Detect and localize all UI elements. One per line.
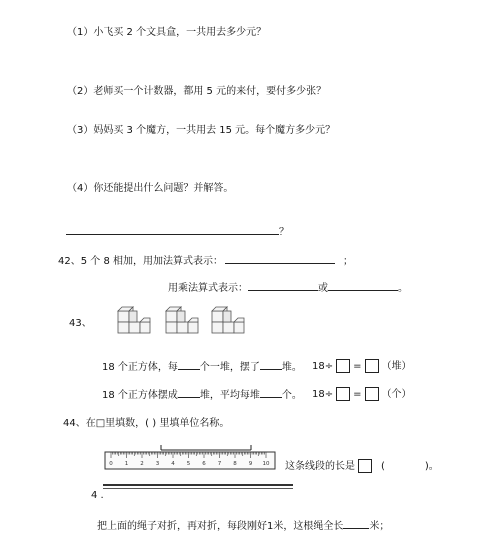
row1-blank-2[interactable]	[260, 359, 282, 370]
segment-length-line	[285, 459, 439, 474]
equals: =	[353, 361, 362, 372]
ruler-label: 8	[233, 461, 237, 467]
answer-box[interactable]	[365, 387, 379, 401]
unit-text: （个）	[381, 389, 412, 400]
ruler-label: 10	[262, 461, 270, 467]
ruler-label: 6	[202, 461, 206, 467]
rope-question-end: 米；	[369, 521, 390, 532]
question-2: （2）老师买一个计数器，都用 5 元的来付，要付多少张？	[67, 86, 327, 97]
problem-42-line2	[168, 280, 408, 296]
answer-box[interactable]	[336, 387, 350, 401]
rope-number: 4 .	[91, 490, 104, 501]
division-expr: 18÷	[312, 389, 334, 400]
period: 。	[398, 283, 408, 294]
ruler-label: 0	[109, 461, 113, 467]
ruler	[103, 438, 279, 477]
row2-text-b: 堆，平均每堆	[199, 390, 260, 401]
paren-open: (	[381, 461, 385, 472]
ruler-label: 4	[171, 461, 175, 467]
equals: =	[353, 389, 362, 400]
multiplication-prompt: 用乘法算式表示：	[168, 283, 248, 294]
addition-answer-blank[interactable]	[225, 253, 335, 264]
question-mark: ？	[279, 227, 289, 238]
row2-text-a: 18 个正方体摆成	[102, 390, 178, 401]
answer-box[interactable]	[365, 359, 379, 373]
ruler-label: 5	[186, 461, 191, 467]
problem-43-number: 43、	[69, 318, 92, 329]
rope-answer-blank[interactable]	[343, 518, 369, 529]
cube-stack-1	[116, 301, 152, 335]
problem-44-prompt: 44、在□里填数，( ) 里填单位名称。	[63, 418, 230, 429]
problem-43-row-1-expr	[312, 359, 412, 374]
problem-43-row-2-expr	[312, 387, 412, 402]
cube-stack-3	[210, 301, 246, 335]
row1-blank-1[interactable]	[178, 359, 200, 370]
problem-42-line1	[58, 253, 353, 269]
multiplication-blank-2[interactable]	[328, 280, 398, 291]
problem-43-row-2	[102, 387, 302, 403]
question-4: （4）你还能提出什么问题？并解答。	[67, 183, 234, 194]
multiplication-blank-1[interactable]	[248, 280, 318, 291]
rope-question-text: 把上面的绳子对折，再对折，每段刚好1米，这根绳全长	[97, 521, 344, 532]
row1-text-c: 堆。	[281, 362, 302, 373]
answer-box[interactable]	[336, 359, 350, 373]
ruler-label: 3	[155, 461, 160, 467]
ruler-label: 7	[217, 461, 222, 467]
answer-line-q4[interactable]	[66, 224, 289, 240]
ruler-label: 2	[140, 461, 144, 467]
paren-close: )。	[424, 461, 439, 472]
row2-text-c: 个。	[281, 390, 302, 401]
rope-question	[97, 518, 389, 534]
row2-blank-2[interactable]	[260, 387, 282, 398]
division-expr: 18÷	[312, 361, 334, 372]
ruler-label: 9	[248, 461, 253, 467]
segment-bracket	[161, 445, 251, 450]
problem-42-prompt: 42、5 个 8 相加，用加法算式表示：	[58, 256, 223, 267]
row2-blank-1[interactable]	[178, 387, 200, 398]
ruler-label: 1	[124, 461, 129, 467]
semicolon: ；	[343, 256, 353, 267]
cube-stack-2	[164, 301, 200, 335]
row1-text-a: 18 个正方体，每	[102, 362, 178, 373]
problem-43-row-1	[102, 359, 302, 375]
or-text: 或	[318, 283, 328, 294]
unit-text: （堆）	[381, 361, 412, 372]
question-1: （1）小飞买 2 个文具盒，一共用去多少元？	[67, 27, 267, 38]
length-answer-box[interactable]	[358, 459, 372, 473]
rope-line	[103, 484, 293, 489]
segment-length-label: 这条线段的长是	[285, 461, 355, 472]
question-3: （3）妈妈买 3 个魔方，一共用去 15 元。每个魔方多少元？	[67, 125, 336, 136]
row1-text-b: 个一堆，摆了	[199, 362, 260, 373]
